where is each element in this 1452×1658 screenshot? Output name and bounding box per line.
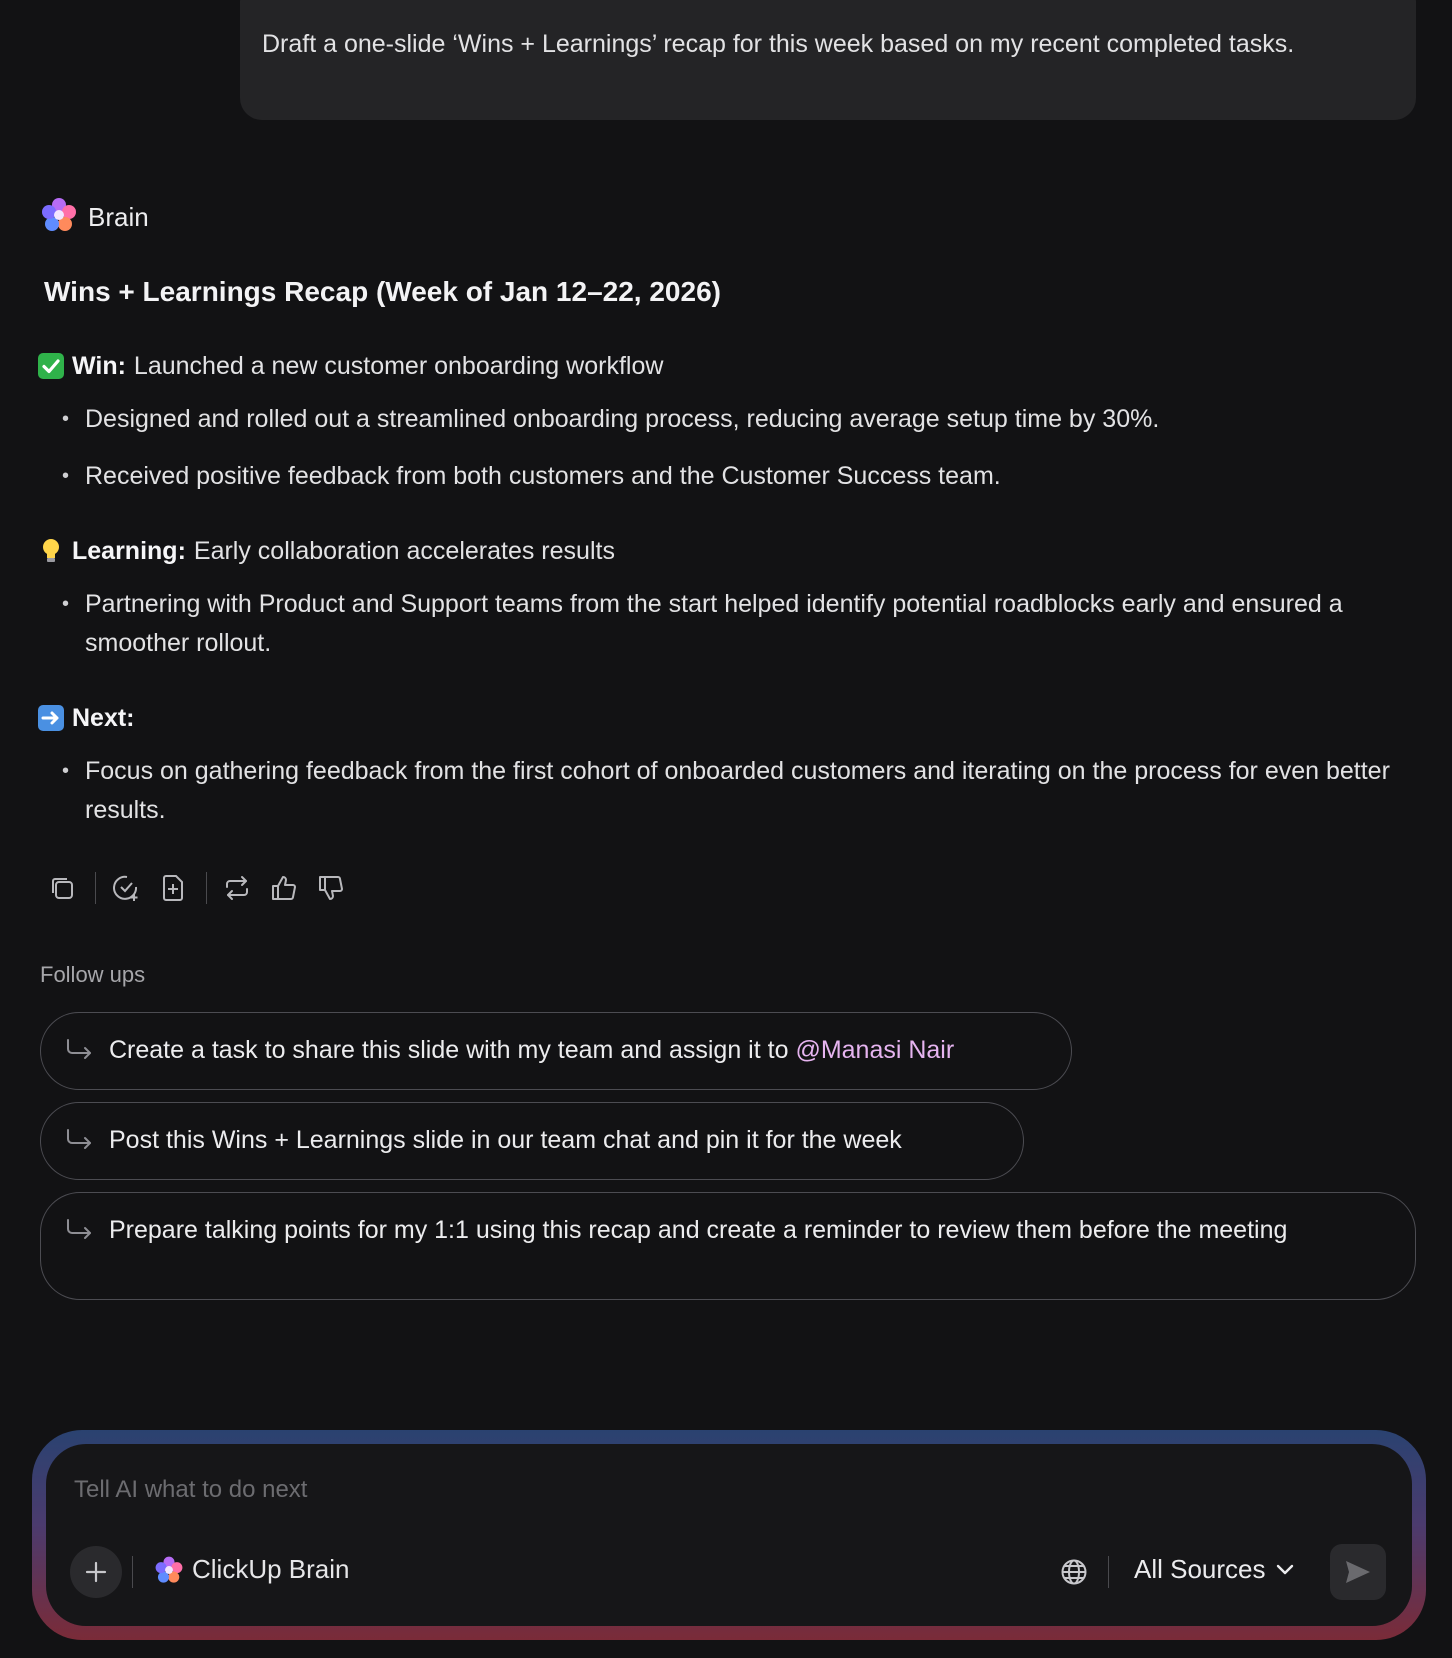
section-label: Learning: <box>72 537 186 565</box>
followup-chip[interactable] <box>40 1012 1072 1090</box>
model-selector[interactable] <box>154 1554 350 1585</box>
chevron-down-icon <box>1276 1564 1294 1576</box>
assistant-response <box>38 270 1418 830</box>
section-label: Win: <box>72 352 126 380</box>
assistant-header <box>40 196 149 239</box>
composer <box>46 1444 1412 1626</box>
followup-text: Post this Wins + Learnings slide in our team chat and pin it for the week <box>109 1126 902 1154</box>
learning-bullets <box>62 585 1418 663</box>
next-bullets <box>62 752 1418 830</box>
model-label: ClickUp Brain <box>192 1554 350 1584</box>
lightbulb-icon <box>38 538 64 564</box>
send-button[interactable] <box>1330 1544 1386 1600</box>
reply-arrow-icon <box>65 1103 95 1157</box>
list-item: • Focus on gathering feedback from the first cohort of onboarded customers and iterating on the process for even better results. <box>62 752 1418 830</box>
brain-logo-icon <box>154 1555 184 1585</box>
list-item: • Partnering with Product and Support teams from the start helped identify potential roadblocks early and ensured a smoother rollout. <box>62 585 1418 663</box>
section-win <box>38 346 1418 386</box>
reply-arrow-icon <box>65 1013 95 1067</box>
create-task-icon[interactable] <box>108 870 144 906</box>
add-attachment-button[interactable] <box>70 1546 122 1598</box>
prompt-input[interactable] <box>74 1470 1274 1510</box>
list-item: • Received positive feedback from both customers and the Customer Success team. <box>62 457 1418 496</box>
followup-chip[interactable] <box>40 1102 1024 1180</box>
followup-text: Prepare talking points for my 1:1 using this recap and create a reminder to review them before the meeting <box>109 1216 1288 1244</box>
arrow-right-icon <box>38 705 64 731</box>
response-actions <box>44 870 360 906</box>
composer-divider <box>1108 1556 1109 1588</box>
sources-dropdown[interactable] <box>1134 1554 1294 1585</box>
user-message-bubble <box>240 0 1416 120</box>
composer-divider <box>132 1556 133 1588</box>
assistant-name: Brain <box>88 202 149 232</box>
section-text: Launched a new customer onboarding workflow <box>133 352 664 380</box>
reply-arrow-icon <box>65 1193 95 1247</box>
mention[interactable]: @Manasi Nair <box>795 1036 955 1064</box>
plus-icon <box>85 1561 107 1583</box>
followup-text <box>109 1013 954 1065</box>
user-message-text: Draft a one-slide ‘Wins + Learnings’ recap for this week based on my recent completed tasks. <box>262 30 1295 58</box>
followup-text-main: Create a task to share this slide with my team and assign it to <box>109 1036 796 1064</box>
action-divider <box>206 872 207 904</box>
globe-icon[interactable] <box>1056 1554 1092 1590</box>
regenerate-icon[interactable] <box>219 870 255 906</box>
win-bullets <box>62 400 1418 496</box>
action-divider <box>95 872 96 904</box>
section-learning <box>38 531 1418 571</box>
followups-label: Follow ups <box>40 962 146 987</box>
section-label: Next: <box>72 704 135 732</box>
sources-label: All Sources <box>1134 1554 1266 1584</box>
thumbs-down-icon[interactable] <box>313 870 349 906</box>
brain-logo-icon <box>40 196 78 239</box>
section-text: Early collaboration accelerates results <box>193 537 615 565</box>
response-title: Wins + Learnings Recap (Week of Jan 12–22, 2026) <box>44 276 721 307</box>
add-doc-icon[interactable] <box>155 870 191 906</box>
list-item: • Designed and rolled out a streamlined onboarding process, reducing average setup time by 30%. <box>62 400 1418 439</box>
check-box-icon <box>38 353 64 379</box>
thumbs-up-icon[interactable] <box>266 870 302 906</box>
send-icon <box>1344 1559 1372 1585</box>
section-next <box>38 698 1418 738</box>
followup-chip[interactable] <box>40 1192 1416 1300</box>
copy-icon[interactable] <box>44 870 80 906</box>
